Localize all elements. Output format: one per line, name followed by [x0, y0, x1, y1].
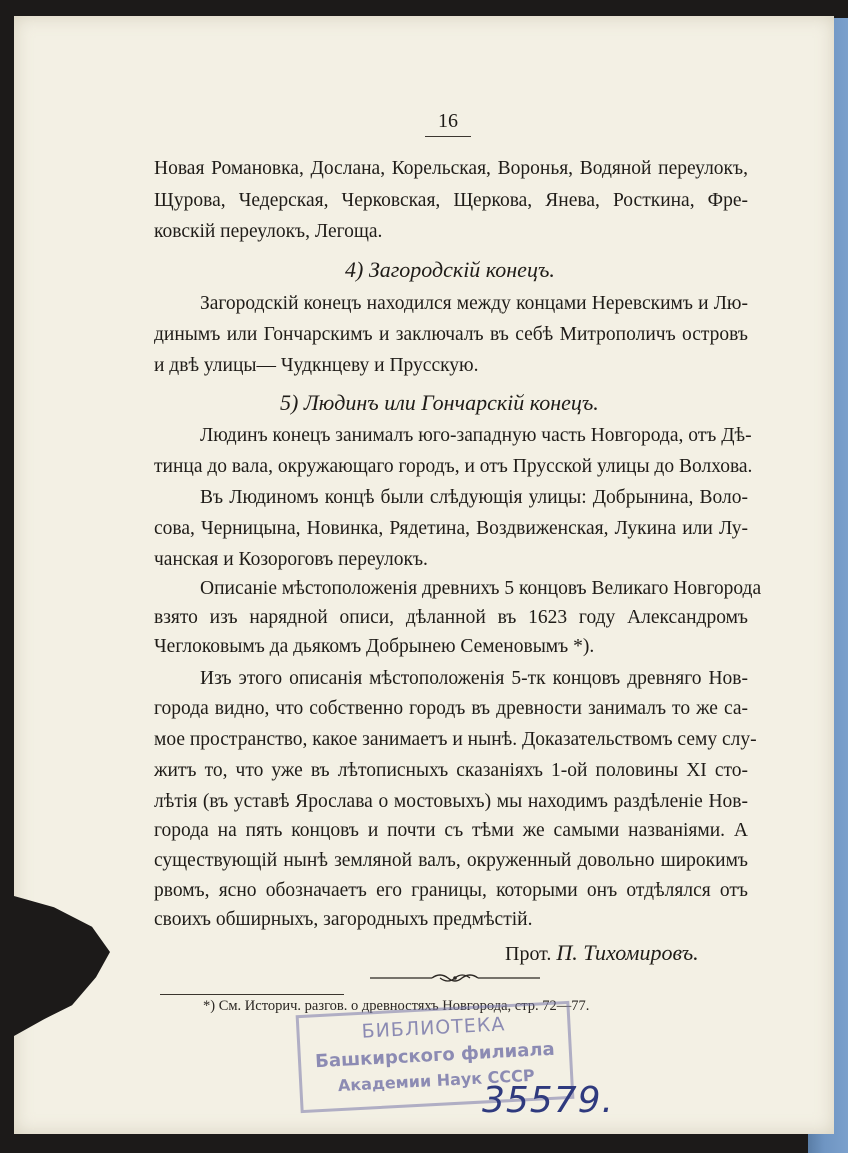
text-line: сова, Черницына, Новинка, Рядетина, Воздвиженская, Лукина или Лу- — [154, 518, 748, 539]
stamp-line: Башкирского филиала — [314, 1038, 556, 1073]
inventory-number: 35579. — [482, 1080, 614, 1121]
text-line: своихъ обширныхъ, загородныхъ предмѣстій. — [154, 909, 533, 930]
text-line: и двѣ улицы— Чудкнцеву и Прусскую. — [154, 355, 479, 376]
text-line: Описаніе мѣстоположенія древнихъ 5 концовъ Великаго Новгорода — [200, 578, 762, 599]
text-line: Изъ этого описанія мѣстоположенія 5-тк концовъ древняго Нов- — [200, 668, 748, 689]
text-line: чанская и Козороговъ переулокъ. — [154, 549, 428, 570]
text-line: житъ то, что уже въ лѣтописныхъ сказаніяхъ 1-ой половины XI сто- — [154, 760, 748, 781]
author-name: П. Тихомировъ. — [556, 940, 699, 965]
text-line: Чеглоковымъ да дьякомъ Добрынею Семеновымъ *). — [154, 636, 595, 657]
page-number: 16 — [425, 110, 471, 137]
text-line: мое пространство, какое занимаетъ и нынѣ. Доказательствомъ сему слу- — [154, 729, 757, 750]
document-page — [14, 16, 834, 1134]
text-line: Въ Людиномъ концѣ были слѣдующія улицы: Добрынина, Воло- — [200, 487, 748, 508]
stamp-line: Академии Наук СССР — [337, 1065, 536, 1096]
footnote-divider — [160, 994, 344, 995]
text-line: существующій нынѣ земляной валъ, окруженный довольно широкимъ — [154, 850, 748, 871]
text-line: Загородскій конецъ находился между концами Неревскимъ и Лю- — [200, 293, 748, 314]
text-line: динымъ или Гончарскимъ и заключалъ въ себѣ Митрополичъ островъ — [154, 324, 748, 345]
section-heading: 4) Загородскій конецъ. — [345, 257, 555, 282]
text-line: лѣтія (въ уставѣ Ярослава о мостовыхъ) мы находимъ раздѣленіе Нов- — [154, 791, 748, 812]
text-line: города на пять концовъ и почти съ тѣми же самыми названіями. А — [154, 820, 748, 841]
stamp-line: БИБЛИОТЕКА — [361, 1013, 506, 1043]
text-line: Новая Романовка, Дослана, Корельская, Воронья, Водяной переулокъ, — [154, 158, 748, 179]
section-heading: 5) Людинъ или Гончарскій конецъ. — [280, 390, 599, 415]
author-signature — [505, 940, 699, 966]
text-line: рвомъ, ясно обозначаетъ его границы, которыми онъ отдѣлялся отъ — [154, 880, 748, 901]
text-line: Людинъ конецъ занималъ юго-западную часть Новгорода, отъ Дѣ- — [200, 425, 752, 446]
text-line: тинца до вала, окружающаго городъ, и отъ Прусской улицы до Волхова. — [154, 456, 753, 477]
text-line: города видно, что собственно городъ въ древности занималъ то же са- — [154, 698, 748, 719]
footnote: *) См. Историч. разгов. о древностяхъ Новгорода, стр. 72—77. — [203, 998, 590, 1014]
text-line: Щурова, Чедерская, Черковская, Щеркова, Янева, Росткина, Фре- — [154, 190, 748, 211]
text-line: взято изъ нарядной описи, дѣланной въ 1623 году Александромъ — [154, 607, 748, 628]
text-line: ковскій переулокъ, Легоща. — [154, 221, 383, 242]
torn-page-edge — [14, 896, 114, 1036]
ornament-divider — [370, 970, 540, 986]
signature-prefix: Прот. — [505, 943, 552, 965]
